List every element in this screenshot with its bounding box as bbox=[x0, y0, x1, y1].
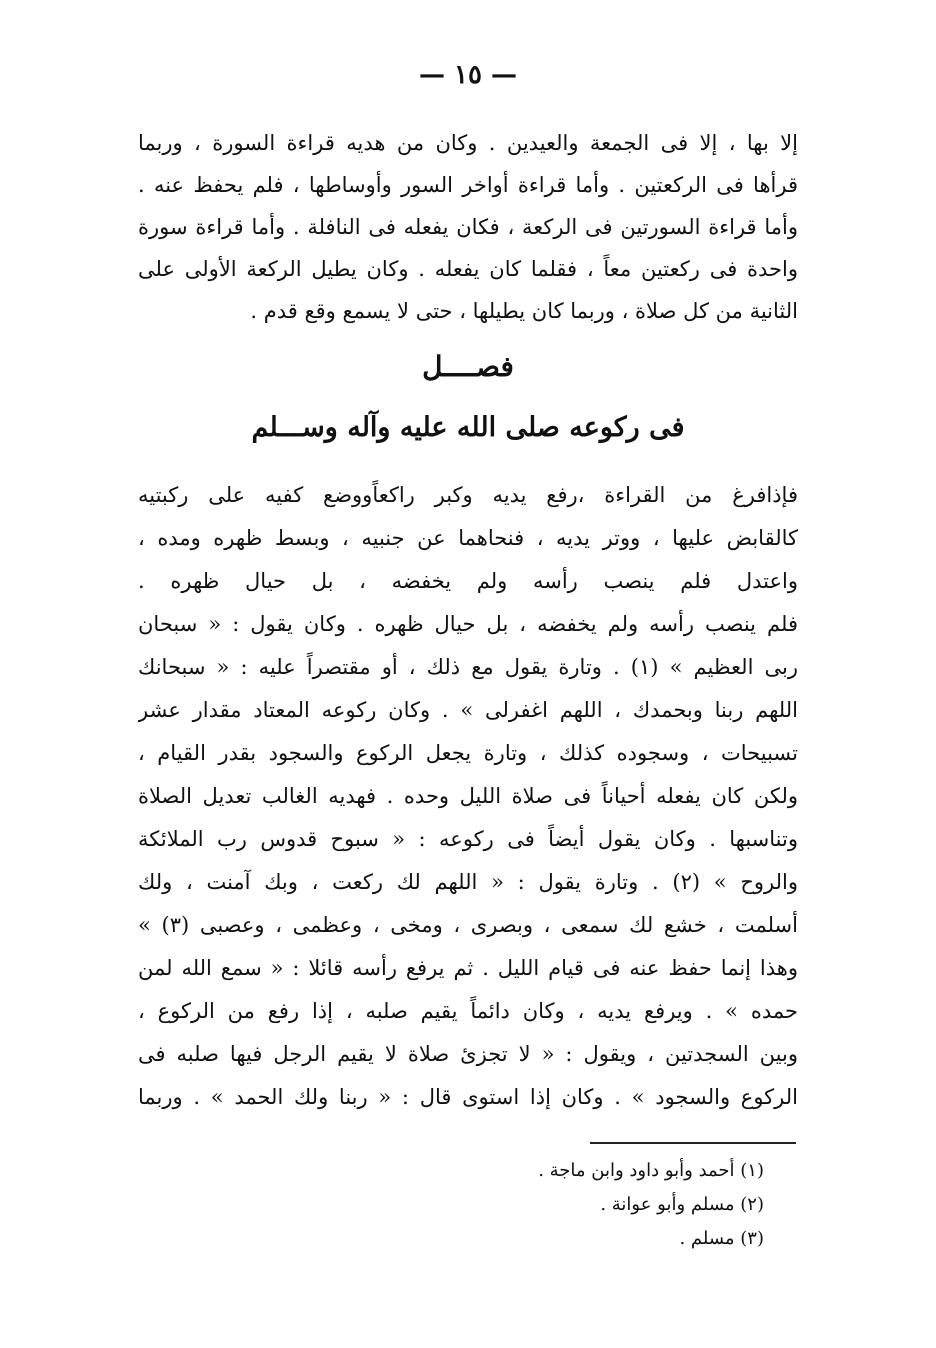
text-line: إلا بها ، إلا فى الجمعة والعيدين . وكان من هديه قراءة السورة ، وربما bbox=[138, 131, 798, 155]
text-line: كالقابض عليها ، ووتر يديه ، فنحاهما عن جنبيه ، وبسط ظهره ومده ، bbox=[138, 526, 798, 550]
text-line: وأما قراءة السورتين فى الركعة ، فكان يفعله فى النافلة . وأما قراءة سورة bbox=[138, 215, 798, 239]
text-line: ربى العظيم » (١) . وتارة يقول مع ذلك ، أو مقتصراً عليه : « سبحانك bbox=[138, 655, 798, 679]
footnotes bbox=[404, 1154, 764, 1256]
text-line: والروح » (٢) . وتارة يقول : « اللهم لك ركعت ، وبك آمنت ، ولك bbox=[138, 870, 798, 894]
section-heading: فصــــل bbox=[422, 350, 514, 383]
text-line: وبين السجدتين ، ويقول : « لا تجزئ صلاة لا يقيم الرجل فيها صلبه فى bbox=[138, 1042, 798, 1066]
text-line: تسبيحات ، وسجوده كذلك ، وتارة يجعل الركوع والسجود بقدر القيام ، bbox=[138, 741, 798, 765]
text-line: واعتدل فلم ينصب رأسه ولم يخفضه ، بل حيال ظهره . bbox=[138, 569, 798, 593]
text-line: الركوع والسجود » . وكان إذا استوى قال : « ربنا ولك الحمد » . وربما bbox=[138, 1085, 798, 1109]
text-line: اللهم ربنا وبحمدك ، اللهم اغفرلى » . وكان ركوعه المعتاد مقدار عشر bbox=[138, 698, 798, 722]
paragraph-ruku bbox=[138, 474, 798, 1134]
text-line: وتناسبها . وكان يقول أيضاً فى ركوعه : « سبوح قدوس رب الملائكة bbox=[138, 827, 798, 851]
text-line: وهذا إنما حفظ عنه فى قيام الليل . ثم يرفع رأسه قائلا : « سمع الله لمن bbox=[138, 956, 798, 980]
paragraph-continuation bbox=[138, 122, 798, 332]
text-line: أسلمت ، خشع لك سمعى ، وبصرى ، ومخى ، وعظمى ، وعصبى (٣) » bbox=[138, 913, 798, 937]
section-subtitle: فى ركوعه صلى الله عليه وآله وســـلم bbox=[251, 412, 685, 443]
footnote: (٣) مسلم . bbox=[679, 1228, 764, 1249]
footnote: (٢) مسلم وأبو عوانة . bbox=[600, 1194, 764, 1215]
footnote: (١) أحمد وأبو داود وابن ماجة . bbox=[538, 1160, 764, 1181]
text-line: واحدة فى ركعتين معاً ، فقلما كان يفعله . وكان يطيل الركعة الأولى على bbox=[138, 257, 798, 281]
text-line: الثانية من كل صلاة ، وربما كان يطيلها ، حتى لا يسمع وقع قدم . bbox=[250, 299, 798, 323]
page-number: — ١٥ — bbox=[418, 60, 518, 90]
text-line: فإذافرغ من القراءة ،رفع يديه وكبر راكعاًووضع كفيه على ركبتيه bbox=[138, 483, 798, 507]
text-line: ولكن كان يفعله أحياناً فى صلاة الليل وحده . فهديه الغالب تعديل الصلاة bbox=[138, 784, 798, 808]
footnote-divider bbox=[590, 1142, 796, 1144]
text-line: حمده » . ويرفع يديه ، وكان دائماً يقيم صلبه ، إذا رفع من الركوع ، bbox=[138, 999, 798, 1023]
text-line: قرأها فى الركعتين . وأما قراءة أواخر السور وأوساطها ، فلم يحفظ عنه . bbox=[138, 173, 798, 197]
text-line: فلم ينصب رأسه ولم يخفضه ، بل حيال ظهره . وكان يقول : « سبحان bbox=[138, 612, 798, 636]
